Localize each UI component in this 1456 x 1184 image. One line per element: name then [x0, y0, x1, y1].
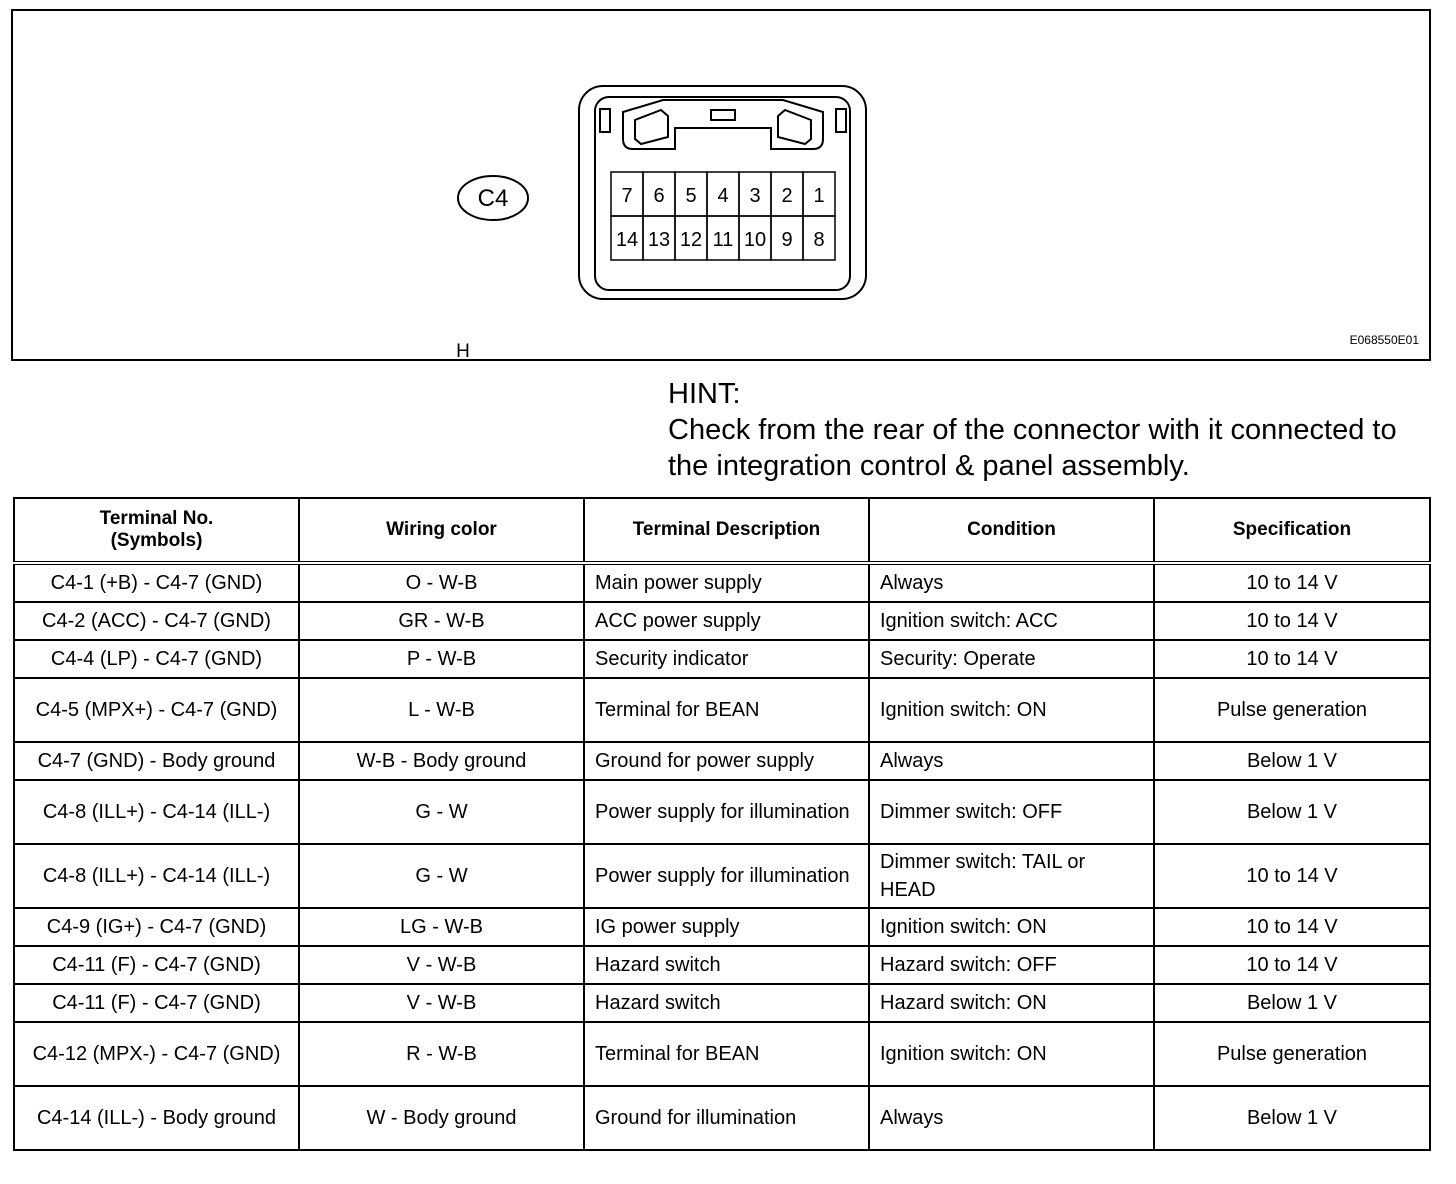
cell-wiring: O - W-B — [299, 563, 584, 602]
pin-number: 14 — [615, 229, 639, 251]
cell-terminal: C4-7 (GND) - Body ground — [14, 742, 299, 780]
table-header-row — [14, 498, 1430, 563]
cell-description: Power supply for illumination — [584, 780, 869, 844]
cell-specification: 10 to 14 V — [1154, 844, 1430, 908]
cell-description: IG power supply — [584, 908, 869, 946]
cell-condition: Hazard switch: ON — [869, 984, 1154, 1022]
cell-condition: Dimmer switch: TAIL or HEAD — [869, 844, 1154, 908]
header-condition: Condition — [869, 498, 1154, 563]
hint-line-1: Check from the rear of the connector with it connected to — [668, 414, 1397, 446]
cell-condition: Ignition switch: ON — [869, 908, 1154, 946]
pin-number: 5 — [685, 185, 697, 207]
cell-terminal: C4-8 (ILL+) - C4-14 (ILL-) — [14, 844, 299, 908]
cell-condition: Dimmer switch: OFF — [869, 780, 1154, 844]
header-specification: Specification — [1154, 498, 1430, 563]
hint-block — [668, 376, 1397, 484]
header-wiring: Wiring color — [299, 498, 584, 563]
cell-description: Terminal for BEAN — [584, 678, 869, 742]
connector-label: C4 — [477, 185, 509, 212]
table-row — [14, 1022, 1430, 1086]
cell-specification: Below 1 V — [1154, 984, 1430, 1022]
table-row — [14, 984, 1430, 1022]
pin-number: 4 — [717, 185, 729, 207]
connector-diagram — [13, 11, 1429, 359]
cell-condition: Security: Operate — [869, 640, 1154, 678]
pin-number: 12 — [679, 229, 703, 251]
cell-terminal: C4-8 (ILL+) - C4-14 (ILL-) — [14, 780, 299, 844]
pin-number: 11 — [712, 229, 734, 251]
cell-wiring: LG - W-B — [299, 908, 584, 946]
pin-number: 13 — [647, 229, 671, 251]
cell-specification: 10 to 14 V — [1154, 908, 1430, 946]
cell-terminal: C4-1 (+B) - C4-7 (GND) — [14, 563, 299, 602]
terminal-spec-table — [13, 497, 1431, 1151]
table-row — [14, 1086, 1430, 1150]
view-letter: H — [456, 341, 470, 359]
cell-description: Terminal for BEAN — [584, 1022, 869, 1086]
cell-specification: Below 1 V — [1154, 1086, 1430, 1150]
cell-specification: 10 to 14 V — [1154, 640, 1430, 678]
cell-terminal: C4-9 (IG+) - C4-7 (GND) — [14, 908, 299, 946]
cell-terminal: C4-12 (MPX-) - C4-7 (GND) — [14, 1022, 299, 1086]
cell-wiring: V - W-B — [299, 946, 584, 984]
header-description: Terminal Description — [584, 498, 869, 563]
cell-condition: Always — [869, 742, 1154, 780]
pin-number: 10 — [743, 229, 767, 251]
cell-terminal: C4-4 (LP) - C4-7 (GND) — [14, 640, 299, 678]
pin-number: 1 — [813, 185, 825, 207]
cell-wiring: G - W — [299, 780, 584, 844]
cell-wiring: P - W-B — [299, 640, 584, 678]
cell-description: ACC power supply — [584, 602, 869, 640]
header-terminal-line2: (Symbols) — [110, 530, 203, 551]
cell-wiring: V - W-B — [299, 984, 584, 1022]
cell-specification: Below 1 V — [1154, 742, 1430, 780]
pin-number: 6 — [653, 185, 665, 207]
table-row — [14, 602, 1430, 640]
cell-wiring: R - W-B — [299, 1022, 584, 1086]
hint-title: HINT: — [668, 378, 741, 410]
cell-description: Security indicator — [584, 640, 869, 678]
table-row — [14, 780, 1430, 844]
cell-condition: Hazard switch: OFF — [869, 946, 1154, 984]
figure-code: E068550E01 — [1349, 333, 1419, 347]
pin-number: 9 — [781, 229, 793, 251]
table-row — [14, 946, 1430, 984]
left-latch — [600, 109, 610, 132]
cell-specification: Pulse generation — [1154, 678, 1430, 742]
cell-wiring: G - W — [299, 844, 584, 908]
cell-terminal: C4-14 (ILL-) - Body ground — [14, 1086, 299, 1150]
cell-terminal: C4-2 (ACC) - C4-7 (GND) — [14, 602, 299, 640]
cell-condition: Ignition switch: ON — [869, 678, 1154, 742]
cell-terminal: C4-11 (F) - C4-7 (GND) — [14, 946, 299, 984]
table-row — [14, 563, 1430, 602]
right-latch — [836, 109, 846, 132]
hint-line-2: the integration control & panel assembly. — [668, 450, 1190, 482]
cell-specification: 10 to 14 V — [1154, 602, 1430, 640]
cell-wiring: L - W-B — [299, 678, 584, 742]
cell-specification: Below 1 V — [1154, 780, 1430, 844]
connector-figure — [11, 9, 1431, 361]
cell-wiring: W-B - Body ground — [299, 742, 584, 780]
cell-wiring: W - Body ground — [299, 1086, 584, 1150]
pin-number: 2 — [781, 185, 793, 207]
table-row — [14, 678, 1430, 742]
pin-grid — [611, 172, 835, 260]
cell-specification: 10 to 14 V — [1154, 563, 1430, 602]
cell-description: Hazard switch — [584, 984, 869, 1022]
table-row — [14, 908, 1430, 946]
cell-condition: Ignition switch: ON — [869, 1022, 1154, 1086]
table-row — [14, 640, 1430, 678]
table-row — [14, 844, 1430, 908]
cell-condition: Always — [869, 563, 1154, 602]
pin-number: 7 — [621, 185, 633, 207]
table-row — [14, 742, 1430, 780]
cell-wiring: GR - W-B — [299, 602, 584, 640]
pin-number: 3 — [749, 185, 761, 207]
cell-description: Main power supply — [584, 563, 869, 602]
cell-description: Power supply for illumination — [584, 844, 869, 908]
cell-description: Hazard switch — [584, 946, 869, 984]
left-key — [635, 110, 668, 144]
header-terminal — [14, 498, 299, 563]
cell-specification: Pulse generation — [1154, 1022, 1430, 1086]
cell-condition: Always — [869, 1086, 1154, 1150]
cell-terminal: C4-11 (F) - C4-7 (GND) — [14, 984, 299, 1022]
cell-description: Ground for power supply — [584, 742, 869, 780]
cell-description: Ground for illumination — [584, 1086, 869, 1150]
right-key — [778, 110, 811, 144]
center-tab — [711, 110, 735, 120]
cell-specification: 10 to 14 V — [1154, 946, 1430, 984]
cell-condition: Ignition switch: ACC — [869, 602, 1154, 640]
header-terminal-line1: Terminal No. — [99, 508, 214, 529]
cell-terminal: C4-5 (MPX+) - C4-7 (GND) — [14, 678, 299, 742]
pin-number: 8 — [813, 229, 825, 251]
